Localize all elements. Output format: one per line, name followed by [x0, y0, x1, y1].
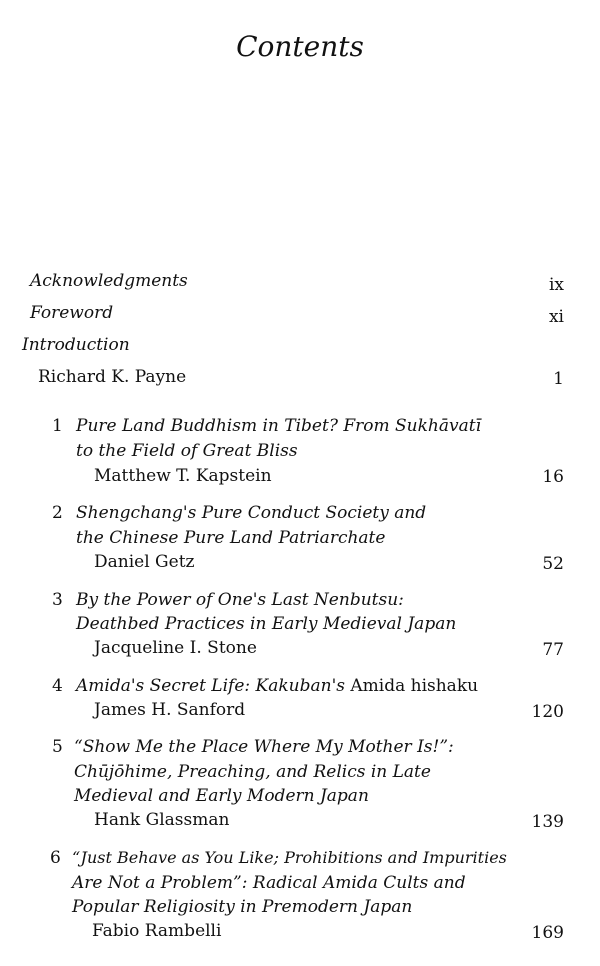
toc-entry-acknowledgments[interactable]: Acknowledgments: [30, 271, 188, 291]
chapter-title-line[interactable]: Popular Religiosity in Premodern Japan: [72, 897, 413, 917]
chapter-author: Hank Glassman: [94, 810, 230, 830]
chapter-title-line[interactable]: the Chinese Pure Land Patriarchate: [76, 528, 386, 548]
chapter-page: 139: [531, 812, 564, 832]
chapter-title-line[interactable]: Medieval and Early Modern Japan: [74, 786, 369, 806]
chapter-title-line[interactable]: Deathbed Practices in Early Medieval Japan: [76, 614, 457, 634]
chapter-author: Matthew T. Kapstein: [94, 466, 272, 486]
chapter-number: 3: [52, 590, 63, 610]
chapter-number: 4: [52, 676, 63, 696]
toc-page-foreword: xi: [548, 307, 564, 327]
chapter-number: 5: [52, 737, 63, 757]
toc-author-introduction: Richard K. Payne: [38, 367, 187, 387]
chapter-title-line[interactable]: Are Not a Problem”: Radical Amida Cults and: [72, 873, 466, 893]
toc-page-introduction: 1: [553, 369, 564, 389]
chapter-author: Fabio Rambelli: [92, 921, 222, 941]
chapter-title-roman: Amida hishaku: [344, 676, 479, 696]
chapter-page: 77: [542, 640, 564, 660]
chapter-author: Jacqueline I. Stone: [94, 638, 257, 658]
chapter-number: 6: [50, 848, 61, 868]
toc-entry-introduction[interactable]: Introduction: [22, 335, 130, 355]
chapter-page: 169: [531, 923, 564, 943]
chapter-page: 16: [542, 467, 564, 487]
chapter-title-line[interactable]: By the Power of One's Last Nenbutsu:: [76, 590, 404, 610]
chapter-author: Daniel Getz: [94, 552, 195, 572]
chapter-title-line[interactable]: Shengchang's Pure Conduct Society and: [76, 503, 427, 523]
toc-page-acknowledgments: ix: [548, 275, 564, 295]
chapter-number: 1: [52, 416, 63, 436]
chapter-title-italic: Amida's Secret Life: Kakuban's: [76, 676, 345, 696]
chapter-number: 2: [52, 503, 63, 523]
chapter-page: 120: [531, 702, 564, 722]
toc-entry-foreword[interactable]: Foreword: [30, 303, 114, 323]
page-title: Contents: [236, 30, 364, 63]
chapter-page: 52: [542, 554, 564, 574]
chapter-title-line[interactable]: “Show Me the Place Where My Mother Is!”:: [74, 737, 454, 757]
chapter-title-line[interactable]: Pure Land Buddhism in Tibet? From Sukhāvatī: [76, 416, 482, 436]
chapter-title-line[interactable]: to the Field of Great Bliss: [76, 441, 298, 461]
chapter-title-line[interactable]: “Just Behave as You Like; Prohibitions and Impurities: [72, 848, 507, 867]
chapter-title-line[interactable]: Chūjōhime, Preaching, and Relics in Late: [74, 762, 431, 782]
chapter-author: James H. Sanford: [94, 700, 246, 720]
chapter-title-line[interactable]: [76, 676, 478, 696]
